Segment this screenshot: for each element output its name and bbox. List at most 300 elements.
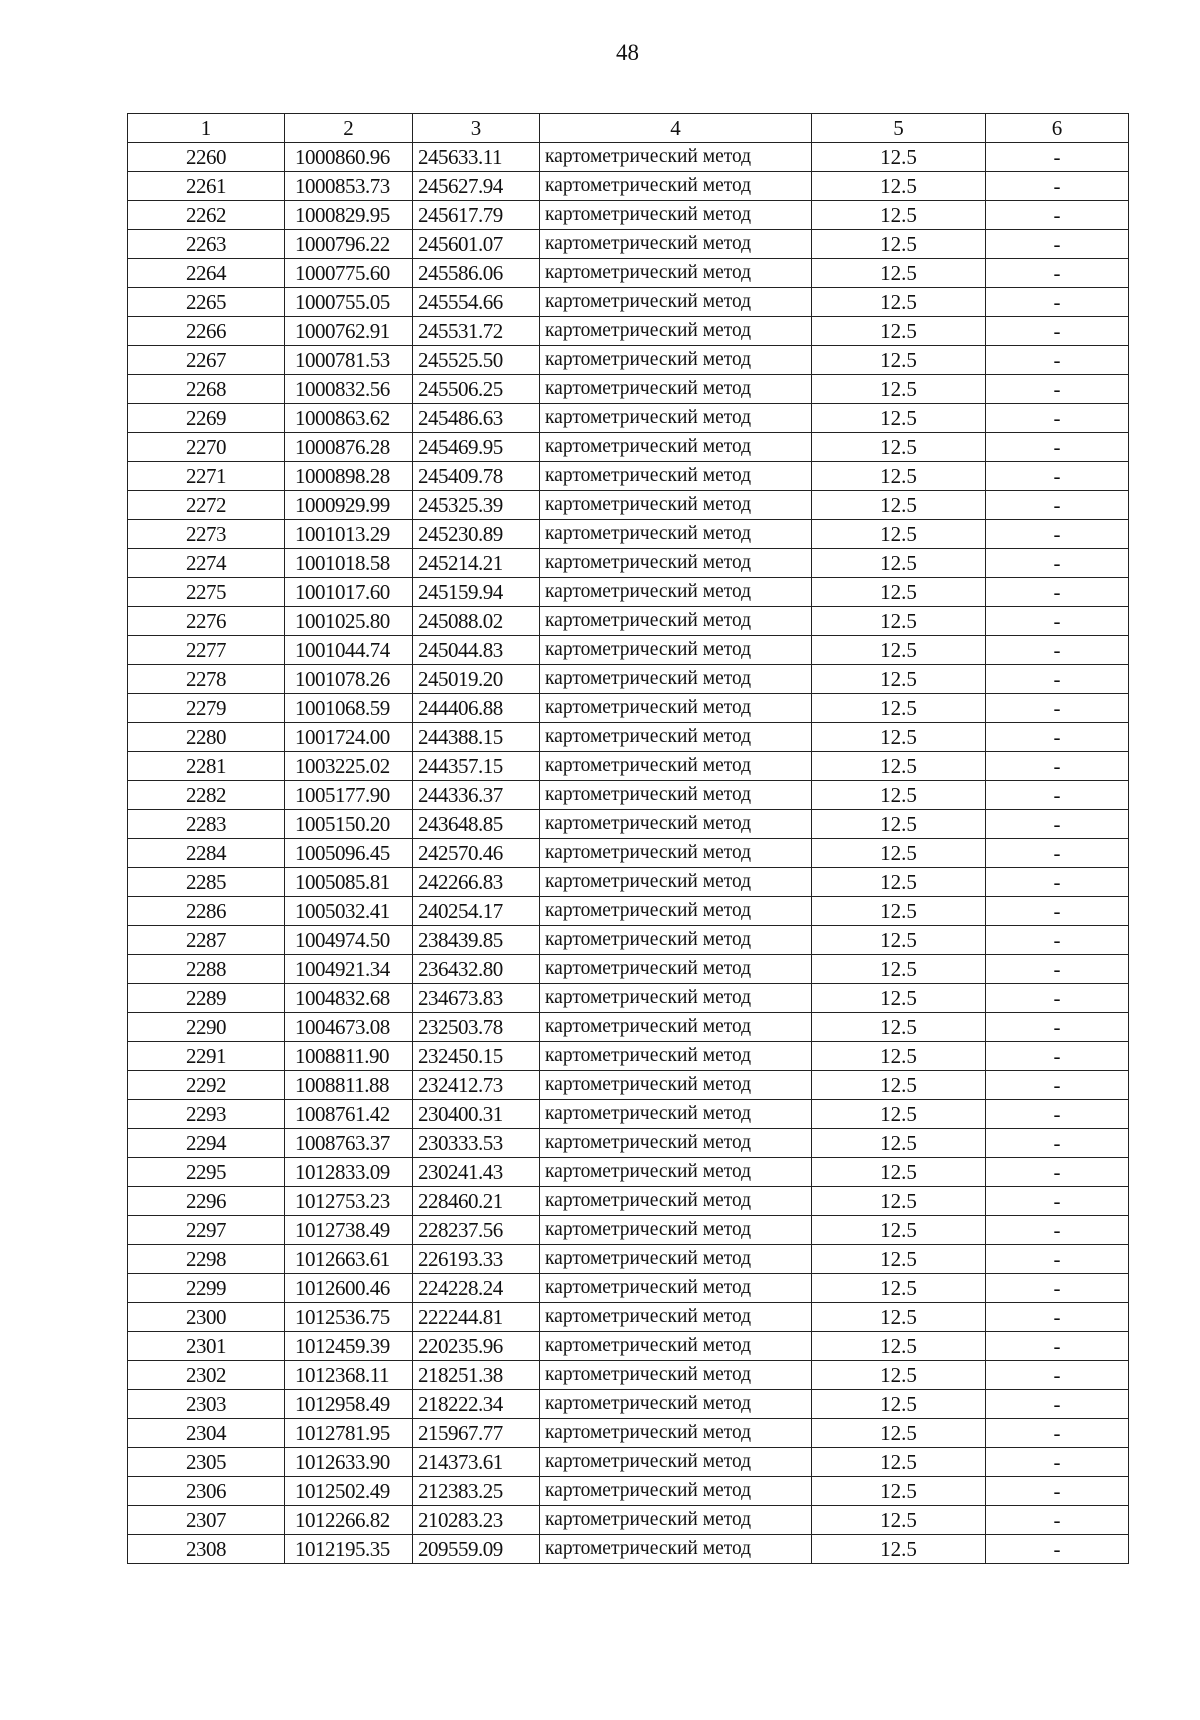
x-coordinate-cell: 1004921.34: [285, 955, 413, 984]
table-row: [128, 288, 1129, 317]
method-cell: картометрический метод: [540, 1477, 812, 1506]
table-row: [128, 1245, 1129, 1274]
point-number-cell: 2263: [128, 230, 285, 259]
note-cell: -: [986, 694, 1129, 723]
accuracy-cell: 12.5: [812, 868, 986, 897]
note-cell: -: [986, 259, 1129, 288]
accuracy-cell: 12.5: [812, 1129, 986, 1158]
table-row: [128, 1477, 1129, 1506]
note-cell: -: [986, 1419, 1129, 1448]
note-cell: -: [986, 346, 1129, 375]
note-cell: -: [986, 607, 1129, 636]
table-row: [128, 578, 1129, 607]
table-row: [128, 404, 1129, 433]
column-header-6: 6: [986, 114, 1129, 143]
accuracy-cell: 12.5: [812, 578, 986, 607]
point-number-cell: 2272: [128, 491, 285, 520]
x-coordinate-cell: 1005150.20: [285, 810, 413, 839]
y-coordinate-cell: 245627.94: [413, 172, 540, 201]
point-number-cell: 2307: [128, 1506, 285, 1535]
accuracy-cell: 12.5: [812, 1361, 986, 1390]
method-cell: картометрический метод: [540, 1158, 812, 1187]
y-coordinate-cell: 209559.09: [413, 1535, 540, 1564]
note-cell: -: [986, 1100, 1129, 1129]
accuracy-cell: 12.5: [812, 607, 986, 636]
y-coordinate-cell: 245409.78: [413, 462, 540, 491]
table-row: [128, 549, 1129, 578]
accuracy-cell: 12.5: [812, 810, 986, 839]
point-number-cell: 2268: [128, 375, 285, 404]
method-cell: картометрический метод: [540, 868, 812, 897]
x-coordinate-cell: 1012958.49: [285, 1390, 413, 1419]
table-row: [128, 346, 1129, 375]
method-cell: картометрический метод: [540, 665, 812, 694]
point-number-cell: 2264: [128, 259, 285, 288]
method-cell: картометрический метод: [540, 839, 812, 868]
note-cell: -: [986, 578, 1129, 607]
x-coordinate-cell: 1008811.88: [285, 1071, 413, 1100]
x-coordinate-cell: 1012502.49: [285, 1477, 413, 1506]
x-coordinate-cell: 1000898.28: [285, 462, 413, 491]
x-coordinate-cell: 1004832.68: [285, 984, 413, 1013]
method-cell: картометрический метод: [540, 1071, 812, 1100]
x-coordinate-cell: 1012753.23: [285, 1187, 413, 1216]
y-coordinate-cell: 244406.88: [413, 694, 540, 723]
table-row: [128, 1158, 1129, 1187]
point-number-cell: 2305: [128, 1448, 285, 1477]
x-coordinate-cell: 1001078.26: [285, 665, 413, 694]
table-row: [128, 897, 1129, 926]
x-coordinate-cell: 1004974.50: [285, 926, 413, 955]
y-coordinate-cell: 226193.33: [413, 1245, 540, 1274]
point-number-cell: 2293: [128, 1100, 285, 1129]
x-coordinate-cell: 1000929.99: [285, 491, 413, 520]
method-cell: картометрический метод: [540, 1100, 812, 1129]
page-number: 48: [616, 40, 639, 65]
table-row: [128, 752, 1129, 781]
point-number-cell: 2267: [128, 346, 285, 375]
table-row: [128, 172, 1129, 201]
x-coordinate-cell: 1000853.73: [285, 172, 413, 201]
method-cell: картометрический метод: [540, 578, 812, 607]
note-cell: -: [986, 1245, 1129, 1274]
note-cell: -: [986, 1274, 1129, 1303]
accuracy-cell: 12.5: [812, 1187, 986, 1216]
table-row: [128, 1419, 1129, 1448]
table-row: [128, 636, 1129, 665]
point-number-cell: 2303: [128, 1390, 285, 1419]
method-cell: картометрический метод: [540, 781, 812, 810]
accuracy-cell: 12.5: [812, 1274, 986, 1303]
x-coordinate-cell: 1005096.45: [285, 839, 413, 868]
note-cell: -: [986, 1129, 1129, 1158]
table-row: [128, 1187, 1129, 1216]
x-coordinate-cell: 1001068.59: [285, 694, 413, 723]
coordinates-table-container: [127, 113, 1129, 1564]
table-row: [128, 665, 1129, 694]
column-header-2: 2: [285, 114, 413, 143]
x-coordinate-cell: 1000762.91: [285, 317, 413, 346]
accuracy-cell: 12.5: [812, 520, 986, 549]
y-coordinate-cell: 245230.89: [413, 520, 540, 549]
table-row: [128, 694, 1129, 723]
y-coordinate-cell: 232450.15: [413, 1042, 540, 1071]
note-cell: -: [986, 549, 1129, 578]
table-row: [128, 1071, 1129, 1100]
accuracy-cell: 12.5: [812, 1419, 986, 1448]
accuracy-cell: 12.5: [812, 491, 986, 520]
method-cell: картометрический метод: [540, 694, 812, 723]
accuracy-cell: 12.5: [812, 317, 986, 346]
accuracy-cell: 12.5: [812, 636, 986, 665]
point-number-cell: 2279: [128, 694, 285, 723]
note-cell: -: [986, 839, 1129, 868]
accuracy-cell: 12.5: [812, 1100, 986, 1129]
table-row: [128, 1390, 1129, 1419]
table-row: [128, 1535, 1129, 1564]
table-row: [128, 868, 1129, 897]
accuracy-cell: 12.5: [812, 1303, 986, 1332]
point-number-cell: 2292: [128, 1071, 285, 1100]
x-coordinate-cell: 1000876.28: [285, 433, 413, 462]
method-cell: картометрический метод: [540, 1419, 812, 1448]
note-cell: -: [986, 665, 1129, 694]
table-row: [128, 143, 1129, 172]
x-coordinate-cell: 1012459.39: [285, 1332, 413, 1361]
method-cell: картометрический метод: [540, 926, 812, 955]
method-cell: картометрический метод: [540, 723, 812, 752]
accuracy-cell: 12.5: [812, 259, 986, 288]
y-coordinate-cell: 212383.25: [413, 1477, 540, 1506]
accuracy-cell: 12.5: [812, 462, 986, 491]
point-number-cell: 2308: [128, 1535, 285, 1564]
column-header-1: 1: [128, 114, 285, 143]
accuracy-cell: 12.5: [812, 1477, 986, 1506]
note-cell: -: [986, 1303, 1129, 1332]
method-cell: картометрический метод: [540, 520, 812, 549]
table-row: [128, 955, 1129, 984]
table-row: [128, 317, 1129, 346]
note-cell: -: [986, 984, 1129, 1013]
note-cell: -: [986, 201, 1129, 230]
table-row: [128, 433, 1129, 462]
note-cell: -: [986, 520, 1129, 549]
method-cell: картометрический метод: [540, 1013, 812, 1042]
y-coordinate-cell: 230333.53: [413, 1129, 540, 1158]
y-coordinate-cell: 242570.46: [413, 839, 540, 868]
x-coordinate-cell: 1000775.60: [285, 259, 413, 288]
method-cell: картометрический метод: [540, 1245, 812, 1274]
table-row: [128, 201, 1129, 230]
note-cell: -: [986, 143, 1129, 172]
point-number-cell: 2306: [128, 1477, 285, 1506]
method-cell: картометрический метод: [540, 607, 812, 636]
method-cell: картометрический метод: [540, 1448, 812, 1477]
y-coordinate-cell: 245506.25: [413, 375, 540, 404]
accuracy-cell: 12.5: [812, 346, 986, 375]
x-coordinate-cell: 1000829.95: [285, 201, 413, 230]
table-row: [128, 375, 1129, 404]
note-cell: -: [986, 1361, 1129, 1390]
accuracy-cell: 12.5: [812, 288, 986, 317]
y-coordinate-cell: 238439.85: [413, 926, 540, 955]
point-number-cell: 2260: [128, 143, 285, 172]
x-coordinate-cell: 1001724.00: [285, 723, 413, 752]
note-cell: -: [986, 1390, 1129, 1419]
method-cell: картометрический метод: [540, 636, 812, 665]
y-coordinate-cell: 244336.37: [413, 781, 540, 810]
table-row: [128, 462, 1129, 491]
point-number-cell: 2300: [128, 1303, 285, 1332]
point-number-cell: 2266: [128, 317, 285, 346]
method-cell: картометрический метод: [540, 172, 812, 201]
accuracy-cell: 12.5: [812, 839, 986, 868]
method-cell: картометрический метод: [540, 143, 812, 172]
x-coordinate-cell: 1012195.35: [285, 1535, 413, 1564]
accuracy-cell: 12.5: [812, 984, 986, 1013]
point-number-cell: 2281: [128, 752, 285, 781]
x-coordinate-cell: 1001025.80: [285, 607, 413, 636]
point-number-cell: 2286: [128, 897, 285, 926]
method-cell: картометрический метод: [540, 955, 812, 984]
x-coordinate-cell: 1012633.90: [285, 1448, 413, 1477]
method-cell: картометрический метод: [540, 404, 812, 433]
note-cell: -: [986, 1535, 1129, 1564]
y-coordinate-cell: 210283.23: [413, 1506, 540, 1535]
note-cell: -: [986, 752, 1129, 781]
method-cell: картометрический метод: [540, 1303, 812, 1332]
method-cell: картометрический метод: [540, 230, 812, 259]
x-coordinate-cell: 1001013.29: [285, 520, 413, 549]
point-number-cell: 2291: [128, 1042, 285, 1071]
method-cell: картометрический метод: [540, 897, 812, 926]
x-coordinate-cell: 1012738.49: [285, 1216, 413, 1245]
note-cell: -: [986, 1013, 1129, 1042]
accuracy-cell: 12.5: [812, 172, 986, 201]
point-number-cell: 2299: [128, 1274, 285, 1303]
note-cell: -: [986, 897, 1129, 926]
x-coordinate-cell: 1012536.75: [285, 1303, 413, 1332]
method-cell: картометрический метод: [540, 433, 812, 462]
method-cell: картометрический метод: [540, 1187, 812, 1216]
accuracy-cell: 12.5: [812, 433, 986, 462]
note-cell: -: [986, 1448, 1129, 1477]
method-cell: картометрический метод: [540, 752, 812, 781]
point-number-cell: 2284: [128, 839, 285, 868]
y-coordinate-cell: 218251.38: [413, 1361, 540, 1390]
method-cell: картометрический метод: [540, 1129, 812, 1158]
x-coordinate-cell: 1001017.60: [285, 578, 413, 607]
method-cell: картометрический метод: [540, 201, 812, 230]
y-coordinate-cell: 243648.85: [413, 810, 540, 839]
point-number-cell: 2290: [128, 1013, 285, 1042]
y-coordinate-cell: 230400.31: [413, 1100, 540, 1129]
accuracy-cell: 12.5: [812, 694, 986, 723]
y-coordinate-cell: 234673.83: [413, 984, 540, 1013]
y-coordinate-cell: 228237.56: [413, 1216, 540, 1245]
x-coordinate-cell: 1000755.05: [285, 288, 413, 317]
method-cell: картометрический метод: [540, 1535, 812, 1564]
point-number-cell: 2270: [128, 433, 285, 462]
x-coordinate-cell: 1012368.11: [285, 1361, 413, 1390]
y-coordinate-cell: 244357.15: [413, 752, 540, 781]
point-number-cell: 2287: [128, 926, 285, 955]
note-cell: -: [986, 781, 1129, 810]
point-number-cell: 2285: [128, 868, 285, 897]
table-row: [128, 230, 1129, 259]
table-row: [128, 1216, 1129, 1245]
x-coordinate-cell: 1005085.81: [285, 868, 413, 897]
x-coordinate-cell: 1003225.02: [285, 752, 413, 781]
accuracy-cell: 12.5: [812, 1158, 986, 1187]
y-coordinate-cell: 245325.39: [413, 491, 540, 520]
accuracy-cell: 12.5: [812, 926, 986, 955]
y-coordinate-cell: 242266.83: [413, 868, 540, 897]
point-number-cell: 2278: [128, 665, 285, 694]
y-coordinate-cell: 245601.07: [413, 230, 540, 259]
y-coordinate-cell: 220235.96: [413, 1332, 540, 1361]
note-cell: -: [986, 1506, 1129, 1535]
x-coordinate-cell: 1012600.46: [285, 1274, 413, 1303]
table-row: [128, 781, 1129, 810]
note-cell: -: [986, 1187, 1129, 1216]
x-coordinate-cell: 1012833.09: [285, 1158, 413, 1187]
point-number-cell: 2289: [128, 984, 285, 1013]
table-row: [128, 839, 1129, 868]
accuracy-cell: 12.5: [812, 1332, 986, 1361]
method-cell: картометрический метод: [540, 491, 812, 520]
accuracy-cell: 12.5: [812, 1535, 986, 1564]
accuracy-cell: 12.5: [812, 1042, 986, 1071]
x-coordinate-cell: 1004673.08: [285, 1013, 413, 1042]
note-cell: -: [986, 1042, 1129, 1071]
table-row: [128, 810, 1129, 839]
column-header-4: 4: [540, 114, 812, 143]
point-number-cell: 2298: [128, 1245, 285, 1274]
method-cell: картометрический метод: [540, 1274, 812, 1303]
note-cell: -: [986, 1332, 1129, 1361]
note-cell: -: [986, 723, 1129, 752]
x-coordinate-cell: 1008763.37: [285, 1129, 413, 1158]
x-coordinate-cell: 1000860.96: [285, 143, 413, 172]
point-number-cell: 2294: [128, 1129, 285, 1158]
table-row: [128, 1042, 1129, 1071]
y-coordinate-cell: 230241.43: [413, 1158, 540, 1187]
x-coordinate-cell: 1001044.74: [285, 636, 413, 665]
y-coordinate-cell: 224228.24: [413, 1274, 540, 1303]
y-coordinate-cell: 222244.81: [413, 1303, 540, 1332]
accuracy-cell: 12.5: [812, 549, 986, 578]
note-cell: -: [986, 433, 1129, 462]
point-number-cell: 2275: [128, 578, 285, 607]
note-cell: -: [986, 636, 1129, 665]
x-coordinate-cell: 1005032.41: [285, 897, 413, 926]
y-coordinate-cell: 245469.95: [413, 433, 540, 462]
method-cell: картометрический метод: [540, 259, 812, 288]
y-coordinate-cell: 215967.77: [413, 1419, 540, 1448]
table-row: [128, 1332, 1129, 1361]
y-coordinate-cell: 245214.21: [413, 549, 540, 578]
point-number-cell: 2297: [128, 1216, 285, 1245]
coordinates-table: [127, 113, 1129, 1564]
point-number-cell: 2301: [128, 1332, 285, 1361]
method-cell: картометрический метод: [540, 1332, 812, 1361]
x-coordinate-cell: 1000781.53: [285, 346, 413, 375]
accuracy-cell: 12.5: [812, 201, 986, 230]
accuracy-cell: 12.5: [812, 143, 986, 172]
note-cell: -: [986, 491, 1129, 520]
method-cell: картометрический метод: [540, 346, 812, 375]
y-coordinate-cell: 232503.78: [413, 1013, 540, 1042]
note-cell: -: [986, 1477, 1129, 1506]
table-header-row: [128, 114, 1129, 143]
note-cell: -: [986, 926, 1129, 955]
table-row: [128, 1013, 1129, 1042]
note-cell: -: [986, 375, 1129, 404]
accuracy-cell: 12.5: [812, 665, 986, 694]
accuracy-cell: 12.5: [812, 1216, 986, 1245]
note-cell: -: [986, 1071, 1129, 1100]
method-cell: картометрический метод: [540, 1506, 812, 1535]
table-row: [128, 1506, 1129, 1535]
y-coordinate-cell: 244388.15: [413, 723, 540, 752]
y-coordinate-cell: 214373.61: [413, 1448, 540, 1477]
y-coordinate-cell: 245525.50: [413, 346, 540, 375]
y-coordinate-cell: 245088.02: [413, 607, 540, 636]
x-coordinate-cell: 1005177.90: [285, 781, 413, 810]
y-coordinate-cell: 228460.21: [413, 1187, 540, 1216]
table-row: [128, 723, 1129, 752]
table-row: [128, 259, 1129, 288]
method-cell: картометрический метод: [540, 375, 812, 404]
y-coordinate-cell: 245617.79: [413, 201, 540, 230]
accuracy-cell: 12.5: [812, 375, 986, 404]
table-row: [128, 926, 1129, 955]
y-coordinate-cell: 245554.66: [413, 288, 540, 317]
method-cell: картометрический метод: [540, 462, 812, 491]
method-cell: картометрический метод: [540, 1042, 812, 1071]
y-coordinate-cell: 245586.06: [413, 259, 540, 288]
x-coordinate-cell: 1000863.62: [285, 404, 413, 433]
point-number-cell: 2262: [128, 201, 285, 230]
y-coordinate-cell: 245044.83: [413, 636, 540, 665]
column-header-3: 3: [413, 114, 540, 143]
x-coordinate-cell: 1000796.22: [285, 230, 413, 259]
accuracy-cell: 12.5: [812, 1013, 986, 1042]
method-cell: картометрический метод: [540, 810, 812, 839]
point-number-cell: 2288: [128, 955, 285, 984]
x-coordinate-cell: 1012663.61: [285, 1245, 413, 1274]
y-coordinate-cell: 218222.34: [413, 1390, 540, 1419]
point-number-cell: 2269: [128, 404, 285, 433]
accuracy-cell: 12.5: [812, 1448, 986, 1477]
point-number-cell: 2295: [128, 1158, 285, 1187]
accuracy-cell: 12.5: [812, 1071, 986, 1100]
accuracy-cell: 12.5: [812, 955, 986, 984]
method-cell: картометрический метод: [540, 984, 812, 1013]
note-cell: -: [986, 172, 1129, 201]
point-number-cell: 2265: [128, 288, 285, 317]
accuracy-cell: 12.5: [812, 723, 986, 752]
method-cell: картометрический метод: [540, 1216, 812, 1245]
method-cell: картометрический метод: [540, 1390, 812, 1419]
x-coordinate-cell: 1008761.42: [285, 1100, 413, 1129]
point-number-cell: 2282: [128, 781, 285, 810]
table-row: [128, 1129, 1129, 1158]
y-coordinate-cell: 245159.94: [413, 578, 540, 607]
accuracy-cell: 12.5: [812, 230, 986, 259]
accuracy-cell: 12.5: [812, 1390, 986, 1419]
